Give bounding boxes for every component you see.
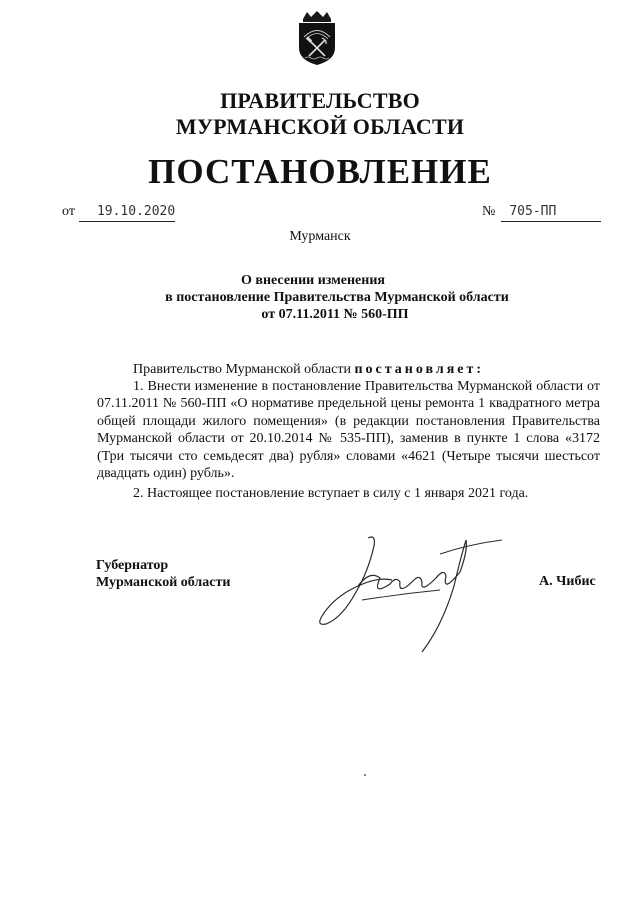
intro-paragraph	[97, 361, 600, 378]
subject-line1: О внесении изменения	[241, 273, 385, 288]
signatory-name: А. Чибис	[539, 574, 596, 589]
paragraph-1	[97, 378, 600, 482]
city: Мурманск	[289, 229, 351, 244]
document-type: ПОСТАНОВЛЕНИЕ	[148, 152, 492, 191]
signatory-title-line1: Губернатор	[96, 558, 169, 573]
number-prefix: №	[482, 204, 496, 219]
subject-line3: от 07.11.2011 № 560-ПП	[261, 307, 409, 322]
date-value: 19.10.2020	[96, 204, 176, 219]
subject-line2: в постановление Правительства Мурманской области	[165, 290, 509, 305]
scan-speck	[364, 774, 366, 776]
number-value: 705-ПП	[509, 204, 557, 219]
paragraph-2-text: 2. Настоящее постановление вступает в силу с 1 января 2021 года.	[133, 486, 529, 501]
document-date	[62, 203, 175, 222]
paragraph-1-text: 1. Внести изменение в постановление Правительства Мурманской области от 07.11.2011 № 560-ПП «О нормативе предельной цены ремонта 1 квадратного метра общей площади жилого помещения» (в редакции постановления Правительства Мурманской области от 20.10.2014 № 535-ПП), заменив в пункте 1 слова «3172 (Три тысячи сто семьдесят два) рубля» словами «4621 (Четыре тысячи шестьсот двадцать один) рубль».	[97, 379, 600, 482]
paragraph-2	[97, 485, 600, 502]
signatory-title	[96, 557, 230, 591]
government-title-line1: ПРАВИТЕЛЬСТВО	[220, 88, 420, 113]
date-prefix: от	[62, 204, 75, 219]
government-title-line2: МУРМАНСКОЙ ОБЛАСТИ	[175, 114, 465, 139]
intro-decree-word: постановляет:	[354, 362, 485, 377]
signatory-title-line2: Мурманской области	[96, 575, 231, 590]
document-number	[482, 203, 601, 222]
signature-icon	[310, 520, 510, 655]
intro-lead: Правительство Мурманской области	[133, 362, 351, 377]
coat-of-arms-icon	[293, 10, 341, 66]
